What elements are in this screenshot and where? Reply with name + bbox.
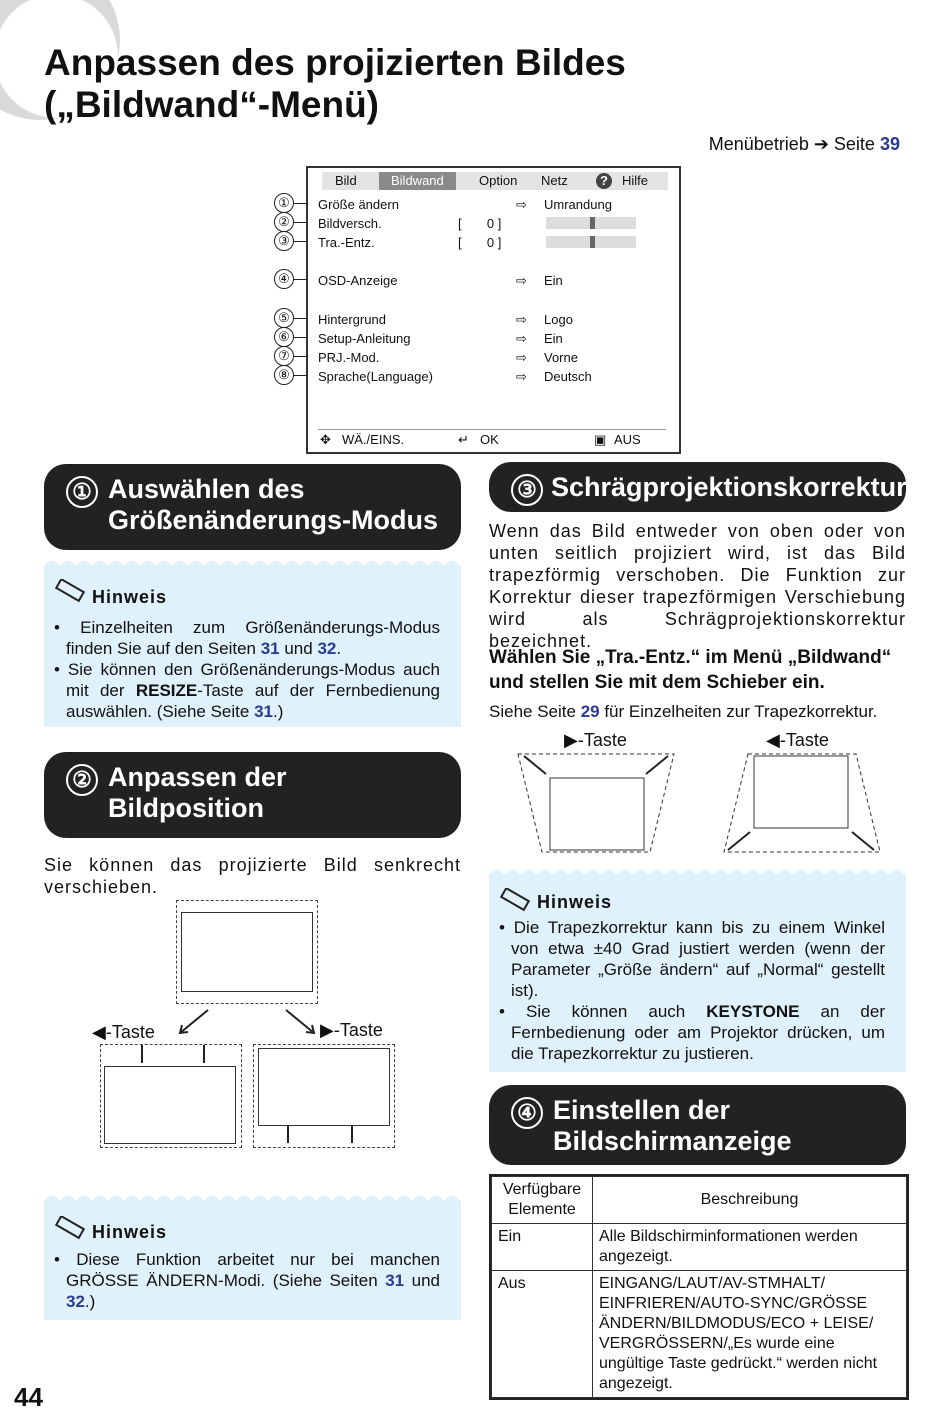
osd-tab-bar — [322, 172, 668, 190]
shifted-up-image — [258, 1048, 390, 1126]
note-box-3 — [44, 1200, 461, 1320]
callout-6: ⑥ — [274, 327, 294, 347]
pencil-icon — [54, 1216, 88, 1240]
page-title: Anpassen des projizierten Bildes („Bildwand“-Menü) — [44, 42, 626, 125]
exit-hint: AUS — [614, 432, 641, 447]
tab-option[interactable]: Option — [479, 173, 518, 188]
pencil-icon — [499, 888, 533, 912]
tab-hilfe[interactable]: Hilfe — [622, 173, 649, 188]
note-label: Hinweis — [537, 892, 613, 912]
shifted-down-image — [104, 1066, 236, 1144]
note-label: Hinweis — [92, 1222, 168, 1242]
note-bullet: • Sie können den Größenänderungs-Modus auch mit der RESIZE-Taste auf der Fernbedienung auswählen. (Siehe Seite 31.) — [54, 660, 440, 721]
osd-row-label[interactable]: Bildversch. — [318, 216, 382, 231]
select-icon: ✥ — [320, 432, 331, 447]
right-key-label: ▶-Taste — [564, 730, 627, 750]
note-box-1 — [44, 565, 461, 727]
osd-row-bracket: [ 0 ] — [458, 235, 502, 250]
submenu-arrow-icon: ⇨ — [516, 273, 527, 288]
callout-1: ① — [274, 193, 294, 213]
submenu-arrow-icon: ⇨ — [516, 369, 527, 384]
osd-menu — [306, 166, 681, 454]
osd-row-value: Ein — [544, 273, 563, 288]
keystone-slider[interactable] — [546, 236, 636, 248]
right-key-label: ▶-Taste — [320, 1020, 383, 1040]
section-2-text: Sie können das projizierte Bild senkrecht verschieben. — [44, 855, 461, 897]
section-3-text: Wenn das Bild entweder von oben oder von unten seitlich projiziert wird, ist das Bild trapezförmig verschoben. Die Funktion zur Korrektur dieser trapezförmigen Verschiebung wird als Schrägprojektionskorrektur bezeichnet. — [489, 521, 906, 651]
osd-footer — [318, 429, 666, 449]
osd-table — [489, 1174, 909, 1400]
tab-netz[interactable]: Netz — [541, 173, 568, 188]
table-cell: Ein — [492, 1224, 593, 1271]
select-hint: WÄ./EINS. — [342, 432, 405, 447]
note-bullet: • Sie können auch KEYSTONE an der Fernbedienung oder am Projektor drücken, um die Trapezkorrektur zu justieren. — [499, 1002, 885, 1063]
tab-bild[interactable]: Bild — [335, 173, 357, 188]
page-link[interactable]: 39 — [879, 134, 900, 154]
enter-icon: ↵ — [458, 432, 469, 447]
section-1-header: ① Auswählen des Größenänderungs-Modus — [44, 464, 461, 550]
submenu-arrow-icon: ⇨ — [516, 197, 527, 212]
osd-row-label[interactable]: Setup-Anleitung — [318, 331, 411, 346]
osd-row-label[interactable]: PRJ.-Mod. — [318, 350, 380, 365]
osd-row-value: Umrandung — [544, 197, 612, 212]
submenu-arrow-icon: ⇨ — [516, 331, 527, 346]
section-2-header: ② Anpassen der Bildposition — [44, 752, 461, 838]
keystone-diagrams — [510, 748, 890, 858]
osd-row-label[interactable]: Größe ändern — [318, 197, 399, 212]
osd-row-value: Deutsch — [544, 369, 592, 384]
osd-row-label[interactable]: Sprache(Language) — [318, 369, 433, 384]
callout-3: ③ — [274, 231, 294, 251]
tab-bildwand[interactable]: Bildwand — [379, 172, 456, 190]
section-3-header: ③ Schrägprojektionskorrektur — [489, 462, 906, 512]
left-key-label: ◀-Taste — [766, 730, 829, 750]
section-3-reference: Siehe Seite 29 für Einzelheiten zur Trapezkorrektur. — [489, 702, 878, 721]
callout-5: ⑤ — [274, 308, 294, 328]
osd-row-label[interactable]: Hintergrund — [318, 312, 386, 327]
osd-row-bracket: [ 0 ] — [458, 216, 502, 231]
table-cell: Alle Bildschirminformationen werden angezeigt. — [593, 1224, 907, 1271]
submenu-arrow-icon: ⇨ — [516, 312, 527, 327]
note-box-2 — [489, 874, 906, 1072]
table-cell: EINGANG/LAUT/AV-STMHALT/ EINFRIEREN/AUTO-SYNC/GRÖSSE ÄNDERN/BILDMODUS/ECO + LEISE/ VERGRÖSSERN/„Es wurde eine ungültige Taste gedrückt.“ werden nicht angezeigt. — [593, 1271, 907, 1398]
menu-icon: ▣ — [594, 432, 607, 447]
page-number: 44 — [14, 1382, 43, 1412]
osd-row-label[interactable]: Tra.-Entz. — [318, 235, 375, 250]
left-key-label: ◀-Taste — [92, 1022, 155, 1042]
callout-7: ⑦ — [274, 346, 294, 366]
callout-2: ② — [274, 212, 294, 232]
table-header: Beschreibung — [593, 1177, 907, 1224]
help-icon: ? — [596, 173, 612, 189]
projected-image — [181, 912, 313, 992]
section-3-instruction: Wählen Sie „Tra.-Entz.“ im Menü „Bildwand“ und stellen Sie mit dem Schieber ein. — [489, 647, 892, 693]
menu-reference: Menübetrieb ➔ Seite 39 — [708, 134, 900, 154]
callout-4: ④ — [274, 269, 294, 289]
note-bullet: • Diese Funktion arbeitet nur bei manchen GRÖSSE ÄNDERN-Modi. (Siehe Seiten 31 und 32.) — [54, 1250, 440, 1311]
table-header: Verfügbare Elemente — [492, 1177, 593, 1224]
section-4-header: ④ Einstellen der Bildschirmanzeige — [489, 1085, 906, 1165]
note-bullet: • Einzelheiten zum Größenänderungs-Modus finden Sie auf den Seiten 31 und 32. — [54, 618, 440, 658]
osd-row-value: Vorne — [544, 350, 578, 365]
osd-row-label[interactable]: OSD-Anzeige — [318, 273, 398, 288]
osd-row-value: Ein — [544, 331, 563, 346]
note-label: Hinweis — [92, 587, 168, 607]
note-bullet: • Die Trapezkorrektur kann bis zu einem Winkel von etwa ±40 Grad justiert werden (wenn der Parameter „Größe ändern“ auf „Normal“ gestellt ist). — [499, 918, 885, 1000]
pencil-icon — [54, 579, 88, 603]
osd-row-value: Logo — [544, 312, 573, 327]
ok-hint: OK — [480, 432, 499, 447]
callout-8: ⑧ — [274, 365, 294, 385]
table-cell: Aus — [492, 1271, 593, 1398]
bildversch-slider[interactable] — [546, 217, 636, 229]
submenu-arrow-icon: ⇨ — [516, 350, 527, 365]
